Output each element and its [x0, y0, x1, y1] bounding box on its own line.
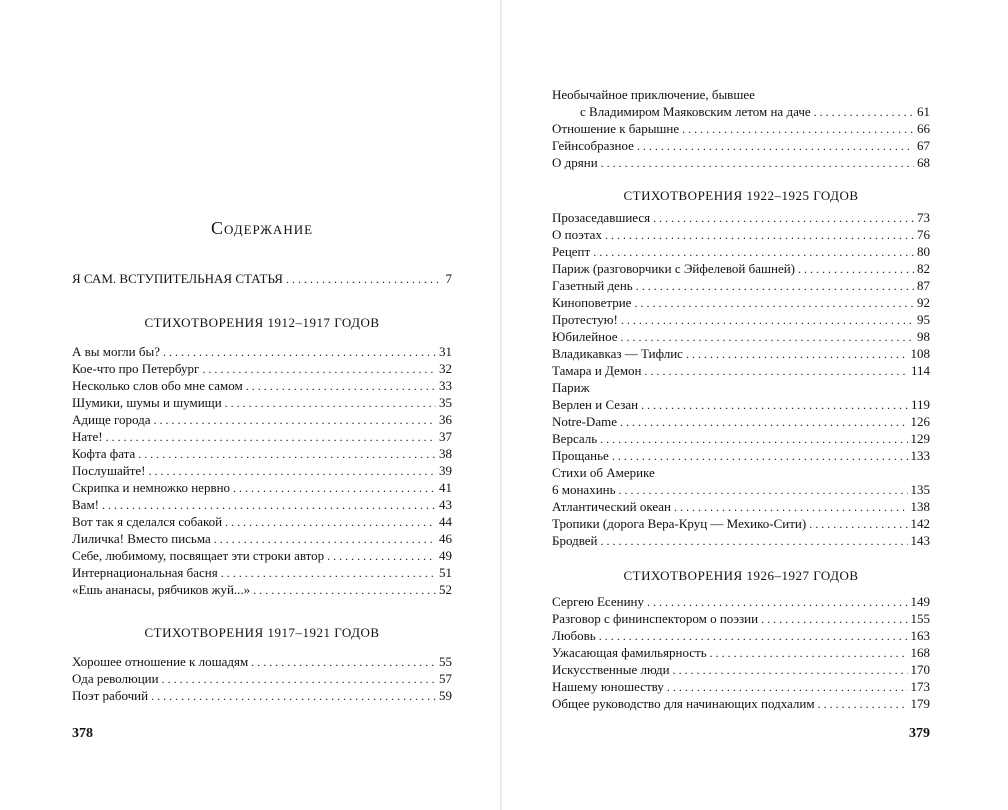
toc-entry[interactable]: «Ешь ананасы, рябчиков жуй...» . . . 52 — [72, 581, 452, 598]
toc-entry[interactable]: Бродвей . . . 143 — [552, 532, 930, 549]
toc-list-1917-1921 — [72, 653, 452, 704]
toc-entry[interactable]: Адище города . . . 36 — [72, 411, 452, 428]
toc-entry[interactable]: Вот так я сделался собакой . . . 44 — [72, 513, 452, 530]
toc-entry[interactable]: Гейнсобразное . . . 67 — [552, 137, 930, 154]
toc-entry[interactable]: Кое-что про Петербург . . . 32 — [72, 360, 452, 377]
intro-entry-list — [72, 270, 452, 287]
toc-entry[interactable]: Себе, любимому, посвящает эти строки автор . . . 49 — [72, 547, 452, 564]
toc-entry[interactable]: Атлантический океан . . . 138 — [552, 498, 930, 515]
toc-entry[interactable]: Отношение к барышне . . . 66 — [552, 120, 930, 137]
toc-entry[interactable]: Тропики (дорога Вера-Круц — Мехико-Сити) . . . 142 — [552, 515, 930, 532]
toc-entry[interactable]: Искусственные люди . . . 170 — [552, 661, 930, 678]
page-number-right: 379 — [909, 726, 930, 741]
toc-entry[interactable]: Нашему юношеству . . . 173 — [552, 678, 930, 695]
toc-list-1912-1917 — [72, 343, 452, 598]
toc-entry[interactable]: Разговор с фининспектором о поэзии . . . 155 — [552, 610, 930, 627]
toc-entry[interactable]: А вы могли бы? . . . 31 — [72, 343, 452, 360]
toc-entry[interactable]: О дряни . . . 68 — [552, 154, 930, 171]
toc-entry[interactable]: Хорошее отношение к лошадям . . . 55 — [72, 653, 452, 670]
toc-group-label[interactable]: Стихи об Америке — [552, 465, 655, 480]
right-page — [502, 0, 1008, 810]
toc-entry[interactable]: Кофта фата . . . 38 — [72, 445, 452, 462]
toc-entry[interactable]: Notre-Dame . . . 126 — [552, 413, 930, 430]
toc-entry[interactable]: Любовь . . . 163 — [552, 627, 930, 644]
toc-entry-intro[interactable]: Я САМ. ВСТУПИТЕЛЬНАЯ СТАТЬЯ . . . 7 — [72, 270, 452, 287]
toc-list-1922-1925 — [552, 209, 930, 549]
toc-entry[interactable]: Юбилейное . . . 98 — [552, 328, 930, 345]
toc-entry[interactable]: с Владимиром Маяковским летом на даче . . . 61 — [552, 103, 930, 120]
toc-list-continued — [552, 86, 930, 171]
toc-entry[interactable]: Несколько слов обо мне самом . . . 33 — [72, 377, 452, 394]
toc-entry[interactable]: Вам! . . . 43 — [72, 496, 452, 513]
toc-list-1926-1927 — [552, 593, 930, 712]
toc-entry[interactable]: Скрипка и немножко нервно . . . 41 — [72, 479, 452, 496]
toc-entry[interactable]: Париж (разговорчики с Эйфелевой башней) . . . 82 — [552, 260, 930, 277]
toc-entry[interactable]: Лиличка! Вместо письма . . . 46 — [72, 530, 452, 547]
toc-entry[interactable]: Необычайное приключение, бывшее — [552, 87, 755, 102]
toc-entry[interactable]: Прозаседавшиеся . . . 73 — [552, 209, 930, 226]
toc-entry[interactable]: Интернациональная басня . . . 51 — [72, 564, 452, 581]
section-heading-1926-1927: СТИХОТВОРЕНИЯ 1926–1927 ГОДОВ — [623, 568, 859, 583]
toc-entry[interactable]: 6 монахинь . . . 135 — [552, 481, 930, 498]
toc-entry[interactable]: Тамара и Демон . . . 114 — [552, 362, 930, 379]
toc-entry[interactable]: Шумики, шумы и шумищи . . . 35 — [72, 394, 452, 411]
toc-entry[interactable]: Послушайте! . . . 39 — [72, 462, 452, 479]
toc-entry[interactable]: Рецепт . . . 80 — [552, 243, 930, 260]
toc-entry[interactable]: Протестую! . . . 95 — [552, 311, 930, 328]
left-page — [0, 0, 500, 810]
toc-entry[interactable]: Поэт рабочий . . . 59 — [72, 687, 452, 704]
toc-entry[interactable]: Прощанье . . . 133 — [552, 447, 930, 464]
toc-entry[interactable]: Киноповетрие . . . 92 — [552, 294, 930, 311]
contents-title: Содержание — [210, 218, 314, 238]
toc-entry[interactable]: Верлен и Сезан . . . 119 — [552, 396, 930, 413]
toc-entry[interactable]: Ужасающая фамильярность . . . 168 — [552, 644, 930, 661]
toc-group-label[interactable]: Париж — [552, 380, 590, 395]
toc-entry[interactable]: Версаль . . . 129 — [552, 430, 930, 447]
toc-entry[interactable]: Общее руководство для начинающих подхалим . . . 179 — [552, 695, 930, 712]
toc-entry[interactable]: Владикавказ — Тифлис . . . 108 — [552, 345, 930, 362]
toc-entry[interactable]: Ода революции . . . 57 — [72, 670, 452, 687]
section-heading-1912-1917: СТИХОТВОРЕНИЯ 1912–1917 ГОДОВ — [144, 315, 380, 330]
toc-entry[interactable]: Газетный день . . . 87 — [552, 277, 930, 294]
toc-entry[interactable]: Нате! . . . 37 — [72, 428, 452, 445]
section-heading-1922-1925: СТИХОТВОРЕНИЯ 1922–1925 ГОДОВ — [623, 188, 859, 203]
section-heading-1917-1921: СТИХОТВОРЕНИЯ 1917–1921 ГОДОВ — [144, 625, 380, 640]
toc-entry[interactable]: Сергею Есенину . . . 149 — [552, 593, 930, 610]
page-number-left: 378 — [72, 726, 93, 741]
toc-entry[interactable]: О поэтах . . . 76 — [552, 226, 930, 243]
